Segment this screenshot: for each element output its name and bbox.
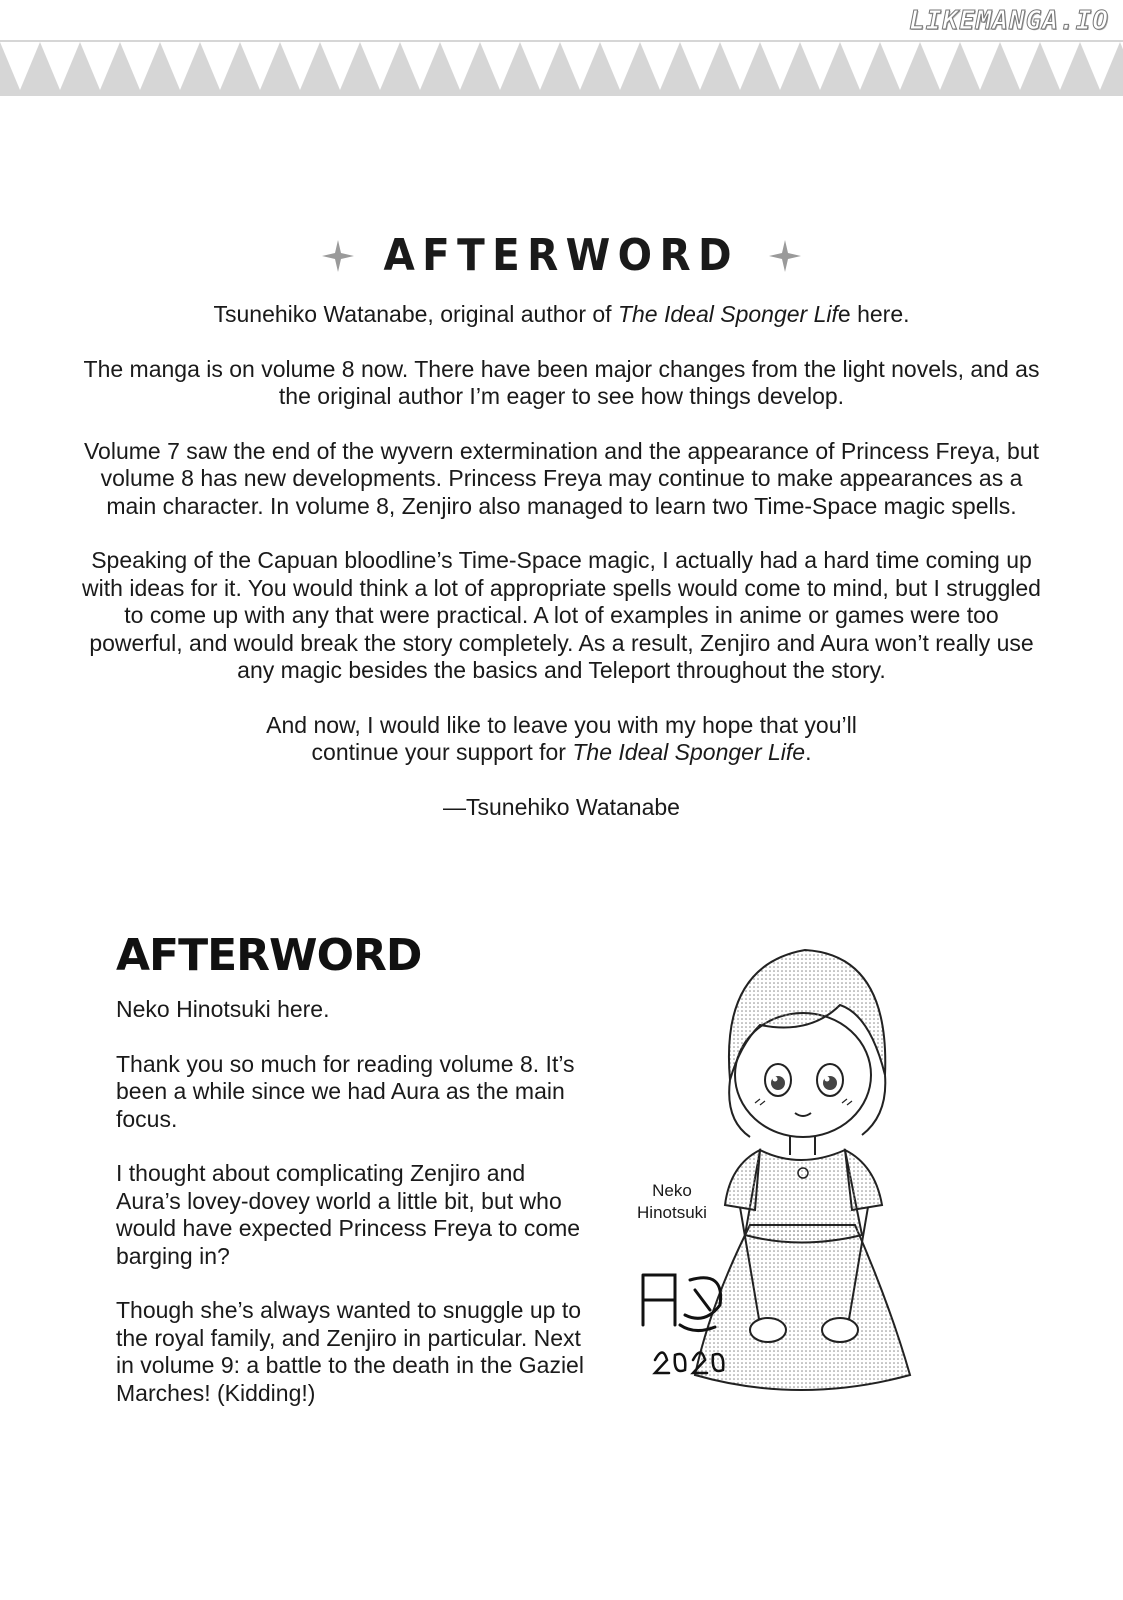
author-afterword	[80, 230, 1043, 848]
paragraph: Volume 7 saw the end of the wyvern extermination and the appearance of Princess Freya, but volume 8 has new developments. Princess Freya may continue to make appearances as a main character. In volume 8, Zenjiro also managed to learn two Time-Space magic spells.	[83, 437, 1040, 519]
paragraph: Thank you so much for reading volume 8. It’s been a while since we had Aura as the main focus.	[116, 1050, 575, 1132]
paragraph: Neko Hinotsuki here.	[116, 996, 330, 1022]
sparkle-right-icon	[765, 236, 805, 276]
afterword-body	[80, 301, 1043, 821]
paragraph: I thought about complicating Zenjiro and Aura’s lovey-dovey world a little bit, but who would have expected Princess Freya to come barging in?	[116, 1160, 581, 1269]
artist-afterword-body	[116, 996, 586, 1434]
afterword-title-row	[80, 230, 1043, 281]
artist-caption: Neko Hinotsuki	[637, 1181, 707, 1222]
paragraph: And now, I would like to leave you with my hope that you’ll continue your support for The Ideal Sponger Life.	[266, 711, 857, 765]
sparkle-left-icon	[318, 236, 358, 276]
afterword-title: AFTERWORD	[383, 230, 740, 281]
zigzag-banner	[0, 40, 1123, 96]
paragraph: The manga is on volume 8 now. There have been major changes from the light novels, and as the original author I’m eager to see how things develop.	[83, 355, 1040, 409]
handwritten-signature	[635, 1265, 735, 1380]
paragraph: Speaking of the Capuan bloodline’s Time-Space magic, I actually had a hard time coming up with ideas for it. You would think a lot of appropriate spells would come to mind, but I struggled to come up with any that were practical. A lot of examples in anime or games were too powerful, and would break the story completely. As a result, Zenjiro and Aura won’t really use any magic besides the basics and Teleport throughout the story.	[82, 547, 1041, 683]
paragraph: Tsunehiko Watanabe, original author of The Ideal Sponger Life here.	[213, 301, 910, 327]
author-signature: —Tsunehiko Watanabe	[443, 793, 680, 820]
artist-afterword-title: AFTERWORD	[116, 930, 422, 981]
watermark: LIKEMANGA.IO	[909, 6, 1109, 36]
paragraph: Though she’s always wanted to snuggle up to the royal family, and Zenjiro in particular. Next in volume 9: a battle to the death in the Gaziel Marches! (Kidding!)	[116, 1297, 584, 1406]
